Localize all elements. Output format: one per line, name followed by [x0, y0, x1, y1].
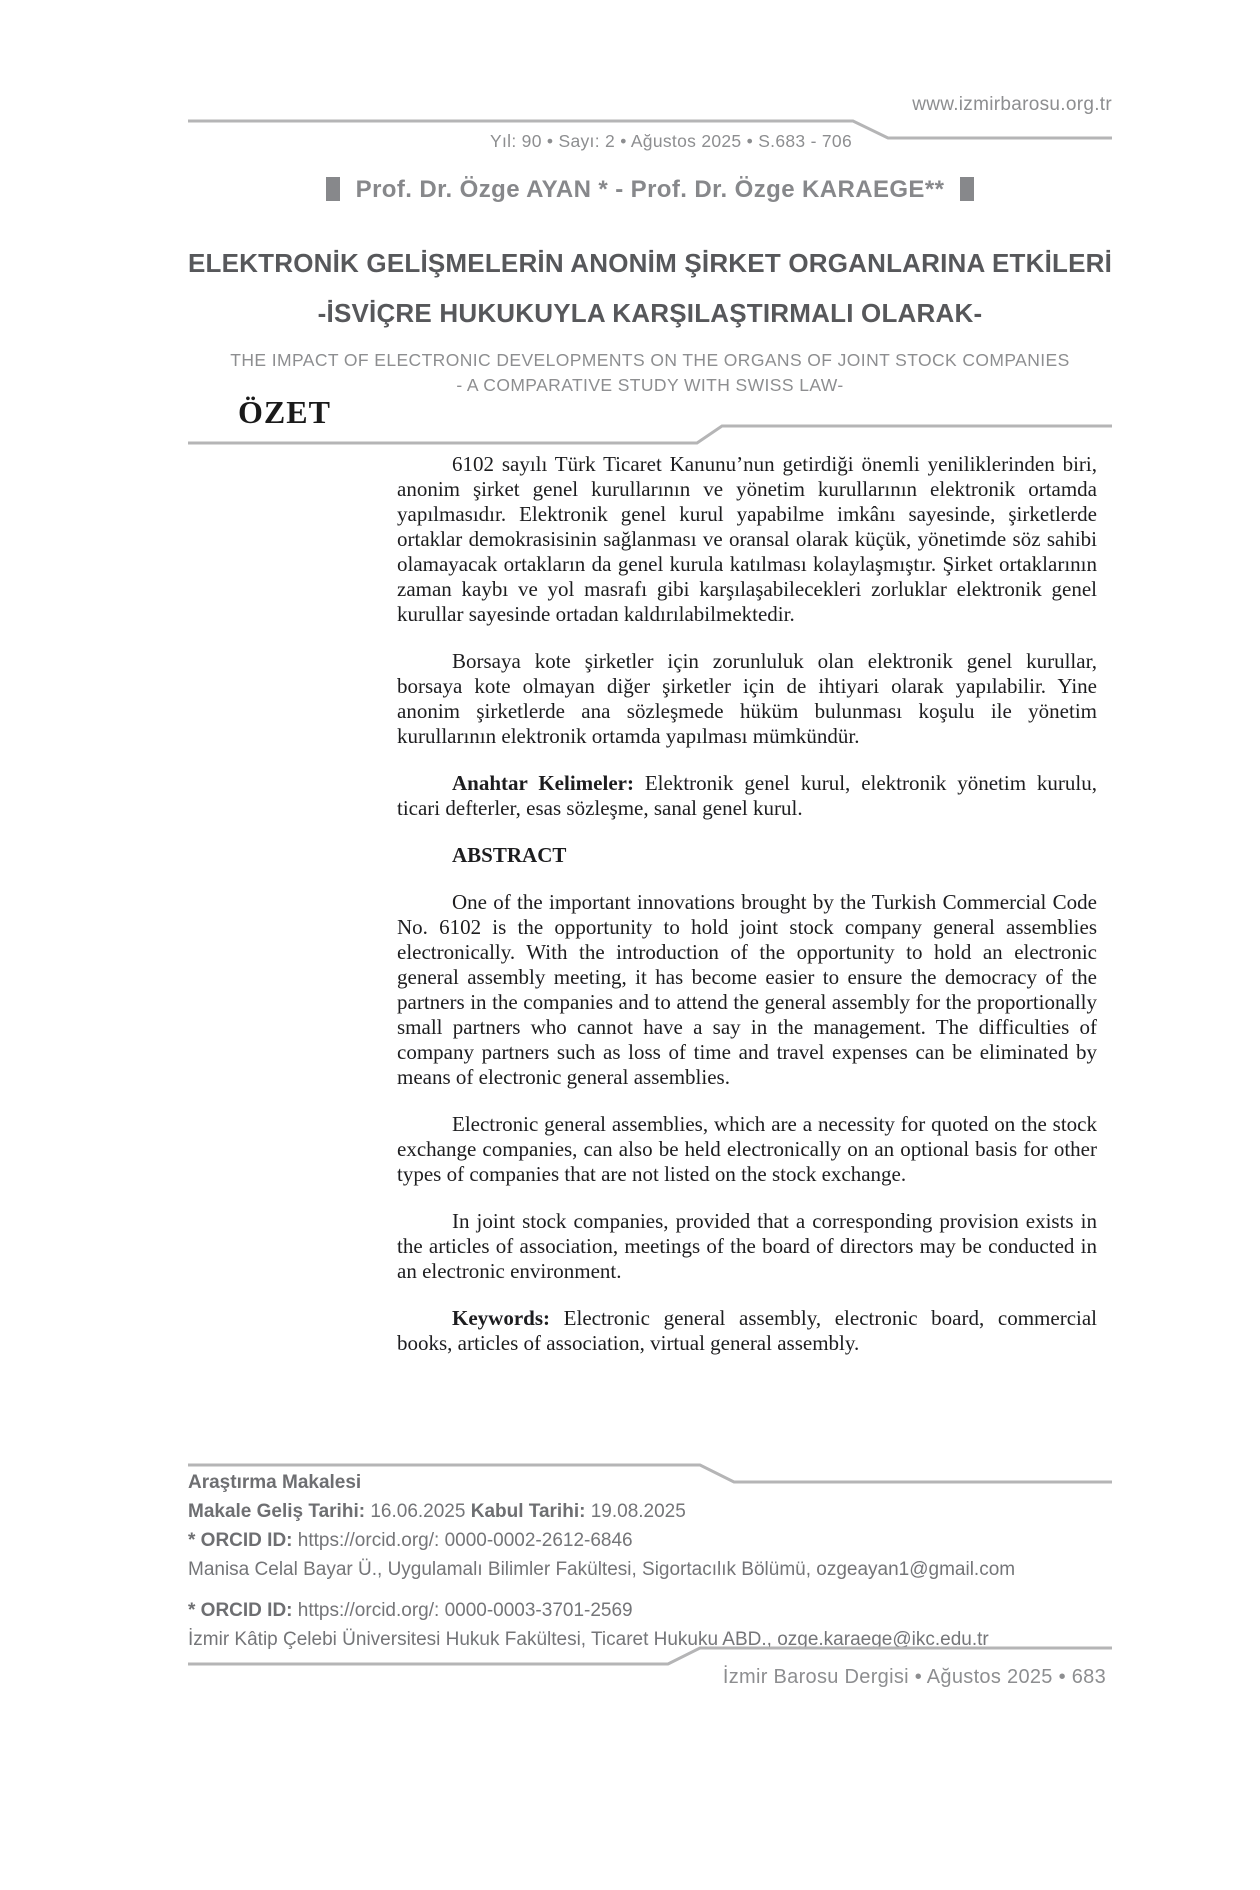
orcid1-label: * ORCID ID:: [188, 1530, 293, 1551]
article-title-english-line2: - A COMPARATIVE STUDY WITH SWISS LAW-: [456, 375, 844, 395]
issue-info: Yıl: 90 • Sayı: 2 • Ağustos 2025 • S.683 - 706: [490, 131, 852, 151]
journal-website-url: www.izmirbarosu.org.tr: [912, 94, 1112, 115]
article-title: [188, 238, 1112, 338]
authors-names: Prof. Dr. Özge AYAN * - Prof. Dr. Özge KARAEGE**: [355, 176, 945, 203]
accepted-date-label: Kabul Tarihi:: [470, 1501, 586, 1522]
author-square-icon: [326, 177, 340, 201]
dates-line: [188, 1497, 1112, 1526]
article-title-line2: -İSVİÇRE HUKUKUYLA KARŞILAŞTIRMALI OLARAK-: [317, 298, 983, 328]
orcid-line-1: [188, 1526, 1112, 1555]
article-footer: [188, 1462, 1112, 1722]
footer-bottom-rule: [188, 1644, 1112, 1668]
abstract-paragraph-2: Electronic general assemblies, which are a necessity for quoted on the stock exchange companies, can also be held electronically on an optional basis for other types of companies that are not listed on the stock exchange.: [397, 1112, 1097, 1186]
orcid1-value: https://orcid.org/: 0000-0002-2612-6846: [297, 1530, 633, 1551]
article-title-english-line1: THE IMPACT OF ELECTRONIC DEVELOPMENTS ON THE ORGANS OF JOINT STOCK COMPANIES: [230, 350, 1070, 370]
page-content: [188, 0, 1112, 1890]
received-date-label: Makale Geliş Tarihi:: [188, 1501, 366, 1522]
ozet-paragraph-1: 6102 sayılı Türk Ticaret Kanunu’nun getirdiği önemli yeniliklerinden biri, anonim şirket genel kurullarının ve yönetim kurullarının elektronik ortamda yapılmasıdır. Elektronik genel kurul yapabilme imkânı sayesinde, şirketlerde ortaklar demokrasisinin sağlanması ve oransal olarak küçük, yönetimde söz sahibi olamayacak ortakların da genel kurula katılması kolaylaşmıştır. Şirket ortaklarının zaman kaybı ve yol masrafı gibi karşılaşabilecekleri zorluklar elektronik genel kurullar sayesinde ortadan kaldırılabilmektedir.: [397, 452, 1097, 626]
abstract-keywords-label: Keywords:: [452, 1306, 550, 1330]
article-title-line1: ELEKTRONİK GELİŞMELERİN ANONİM ŞİRKET ORGANLARINA ETKİLERİ: [188, 248, 1113, 278]
author-square-icon: [960, 177, 974, 201]
footer-spacer: [188, 1584, 1112, 1596]
ozet-keywords-value: Elektronik genel kurul, elektronik yönetim kurulu, ticari defterler, esas sözleşme, sanal genel kurul.: [397, 771, 1097, 820]
ozet-rule: [188, 422, 1112, 447]
orcid-line-2: [188, 1596, 1112, 1625]
orcid2-label: * ORCID ID:: [188, 1600, 293, 1621]
abstract-paragraph-3: In joint stock companies, provided that a corresponding provision exists in the articles of association, meetings of the board of directors may be conducted in an electronic environment.: [397, 1209, 1097, 1283]
affiliation-line-2: İzmir Kâtip Çelebi Üniversitesi Hukuk Fakültesi, Ticaret Hukuku ABD., ozge.karaege@ikc.edu.tr: [188, 1629, 989, 1650]
article-type: Araştırma Makalesi: [188, 1472, 362, 1493]
ozet-keywords-label: Anahtar Kelimeler:: [452, 771, 634, 795]
journal-page-info: İzmir Barosu Dergisi • Ağustos 2025 • 683: [722, 1666, 1106, 1688]
orcid2-value: https://orcid.org/: 0000-0003-3701-2569: [297, 1600, 633, 1621]
abstract-paragraph-1: One of the important innovations brought by the Turkish Commercial Code No. 6102 is the opportunity to hold joint stock company general assemblies electronically. With the introduction of the opportunity to hold an electronic general assembly meeting, it has become easier to ensure the democracy of the partners in the companies and to attend the general assembly for the proportionally small partners who cannot have a say in the management. The difficulties of company partners such as loss of time and travel expenses can be eliminated by means of electronic general assemblies.: [397, 890, 1097, 1089]
ozet-paragraph-2: Borsaya kote şirketler için zorunluluk olan elektronik genel kurullar, borsaya kote olmayan diğer şirketler için de ihtiyari olarak yapılabilir. Yine anonim şirketlerde ana sözleşmede hüküm bulunması koşulu ile yönetim kurullarının elektronik ortamda yapılması mümkündür.: [397, 649, 1097, 748]
abstract-heading: ABSTRACT: [452, 843, 567, 867]
ozet-keywords: [397, 771, 1097, 821]
received-date-value: 16.06.2025: [370, 1501, 466, 1522]
accepted-date-value: 19.08.2025: [590, 1501, 686, 1522]
abstract-keywords: [397, 1306, 1097, 1356]
article-body: [397, 452, 1097, 1378]
article-title-english: [188, 348, 1112, 398]
ozet-heading: ÖZET: [238, 394, 331, 430]
authors-line: [188, 176, 1112, 204]
abstract-keywords-value: Electronic general assembly, electronic board, commercial books, articles of association, virtual general assembly.: [397, 1306, 1098, 1355]
affiliation-line-1: Manisa Celal Bayar Ü., Uygulamalı Bilimler Fakültesi, Sigortacılık Bölümü, ozgeayan1@gmail.com: [188, 1559, 1016, 1580]
footer-metadata: [188, 1468, 1112, 1654]
